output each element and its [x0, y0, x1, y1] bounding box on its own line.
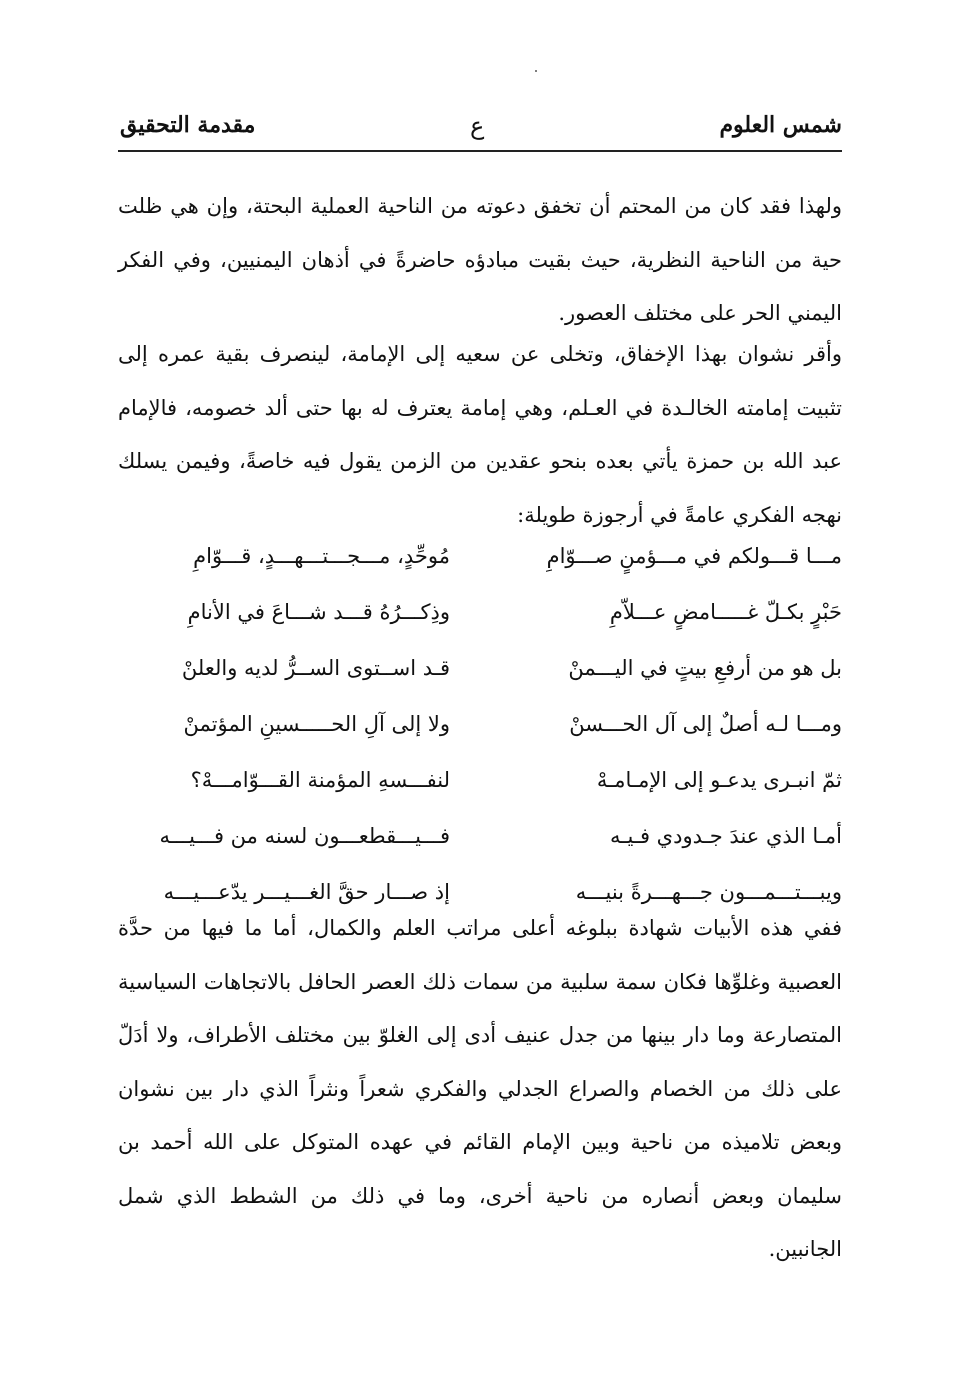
poem-second-hemistich: مُوحِّدٍ، مـــجـــتـــهـــدٍ، قـــوّامِ: [193, 544, 450, 568]
page-number: ع: [470, 112, 485, 140]
poem-line: [105, 752, 842, 808]
poem-first-hemistich: أمـا الذي عندَ جـدودي فـيـه: [610, 824, 842, 848]
page-header: [120, 112, 842, 152]
section-title: مقدمة التحقيق: [120, 112, 256, 138]
poem-line: [105, 696, 842, 752]
poem-second-hemistich: لنفـــسهِ المؤمنة القـــوّامـــهْ؟: [190, 768, 450, 792]
poem-first-hemistich: ومـــا لـه أصلٌ إلى آل الحـــسنْ: [569, 712, 842, 736]
poem-second-hemistich: إذ صـــار حقَّ الغـــيـــر يدّعـــيـــه: [163, 880, 450, 904]
poem-first-hemistich: مـــا قـــولكم في مـــؤمنٍ صـــوّامِ: [546, 544, 842, 568]
poem-first-hemistich: حَبْرٍ بكـلّ غـــــامضٍ عـــلاّمِ: [609, 600, 842, 624]
poem-line: [105, 808, 842, 864]
paragraph-1: ولهذا فقد كان من المحتم أن تخفق دعوته من الناحية العملية البحتة، وإن هي ظلت حية من الناحية النظرية، حيث بقيت مبادؤه حاضرةً في أذهان اليمنيين، وفي الفكر اليمني الحر على مختلف العصور.: [118, 194, 842, 325]
poem-line: [105, 584, 842, 640]
poem-second-hemistich: فـــيـــقطعـــون لسنه من فـــيـــه: [159, 824, 450, 848]
poem-line: [105, 640, 842, 696]
poem-second-hemistich: وذِكـــرُهُ قـــد شـــاعَ في الأنامِ: [187, 600, 450, 624]
paragraph-2: وأقر نشوان بهذا الإخفاق، وتخلى عن سعيه إلى الإمامة، لينصرف بقية عمره إلى تثبيت إمامته الخالـدة في العـلم، وهي إمامة يعترف له بها حتى ألد خصومه، فالإمام عبد الله بن حمزة يأتي بعده بنحو عقدين من الزمن يقول فيه خاصةً، وفيمن يسلك نهجه الفكري عامةً في أرجوزة طويلة:: [118, 342, 842, 527]
poem-first-hemistich: بل هو من أرفعِ بيتٍ في اليـــمنْ: [568, 656, 842, 680]
poem-first-hemistich: ويبـــتـــمـــون جـــهـــرةً بنيـــه: [575, 880, 842, 904]
header-rule: [118, 150, 842, 152]
poem-first-hemistich: ثمّ انبـرى يدعـو إلى الإمـامـهْ: [596, 768, 842, 792]
poem-second-hemistich: قـد اســتوى الســرُّ لديه والعلنْ: [181, 656, 450, 680]
paragraph-3: ففي هذه الأبيات شهادة ببلوغه أعلى مراتب العلم والكمال، أما ما فيها من حدَّة العصبية وغلوِّها فكان سمة سلبية من سمات ذلك العصر الحافل بالاتجاهات السياسية المتصارعة وما دار بينها من جدل عنيف أدى إلى الغلوّ بين مختلف الأطراف، ولا أدَلّ على ذلك من الخصام والصراع الجدلي والفكري شعراً ونثراً الذي دار بين نشوان وبعض تلاميذه من ناحية وبين الإمام القائم في عهده المتوكل على الله أحمد بن سليمان وبعض أنصاره من ناحية أخرى، وما في ذلك من الشطط الذي شمل الجانبين.: [118, 916, 842, 1261]
poem-second-hemistich: ولا إلى آلِ الحـــــسينِ المؤتمنْ: [183, 712, 450, 736]
book-title: شمس العلوم: [719, 112, 842, 138]
poem-block: [105, 528, 842, 920]
poem-line: [105, 528, 842, 584]
scan-speck: [535, 70, 537, 72]
